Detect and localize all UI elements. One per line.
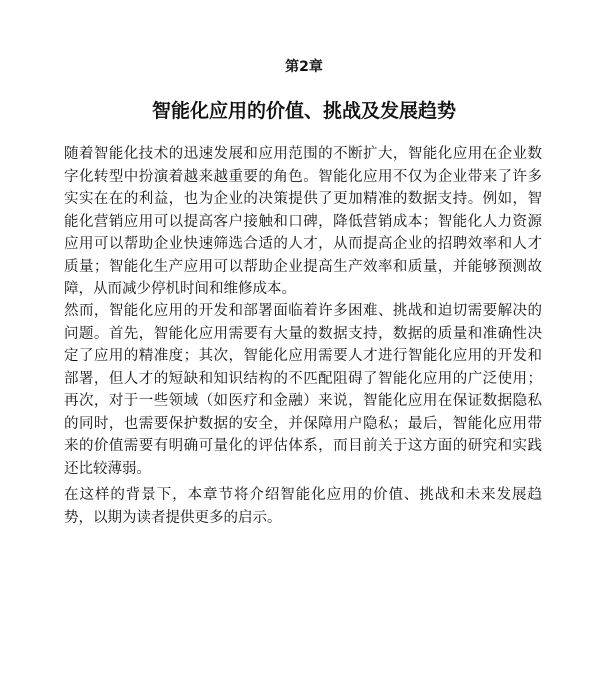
paragraph-challenges: 然而，智能化应用的开发和部署面临着许多困难、挑战和迫切需要解决的问题。首先，智能化应用需要有大量的数据支持，数据的质量和准确性决定了应用的精准度；其次，智能化应用需要人才进行智能化应用的开发和部署，但人才的短缺和知识结构的不匹配阻碍了智能化应用的广泛使用；再次，对于一些领域（如医疗和金融）来说，智能化应用在保证数据隐私的同时，也需要保护数据的安全，并保障用户隐私；最后，智能化应用带来的价值需要有明确可量化的评估体系，而目前关于这方面的研究和实践还比较薄弱。 (64, 303, 542, 477)
paragraph-summary: 在这样的背景下，本章节将介绍智能化应用的价值、挑战和未来发展趋势，以期为读者提供更多的启示。 (64, 487, 542, 526)
chapter-label: 第2章 (285, 59, 323, 75)
chapter-title: 智能化应用的价值、挑战及发展趋势 (151, 100, 456, 122)
paragraph-intro: 随着智能化技术的迅速发展和应用范围的不断扩大，智能化应用在企业数字化转型中扮演着越来越重要的角色。智能化应用不仅为企业带来了许多实实在在的利益，也为企业的决策提供了更加精准的数据支持。例如，智能化营销应用可以提高客户接触和口碑，降低营销成本；智能化人力资源应用可以帮助企业快速筛选合适的人才，从而提高企业的招聘效率和人才质量；智能化生产应用可以帮助企业提高生产效率和质量，并能够预测故障，从而减少停机时间和维修成本。 (64, 146, 542, 297)
